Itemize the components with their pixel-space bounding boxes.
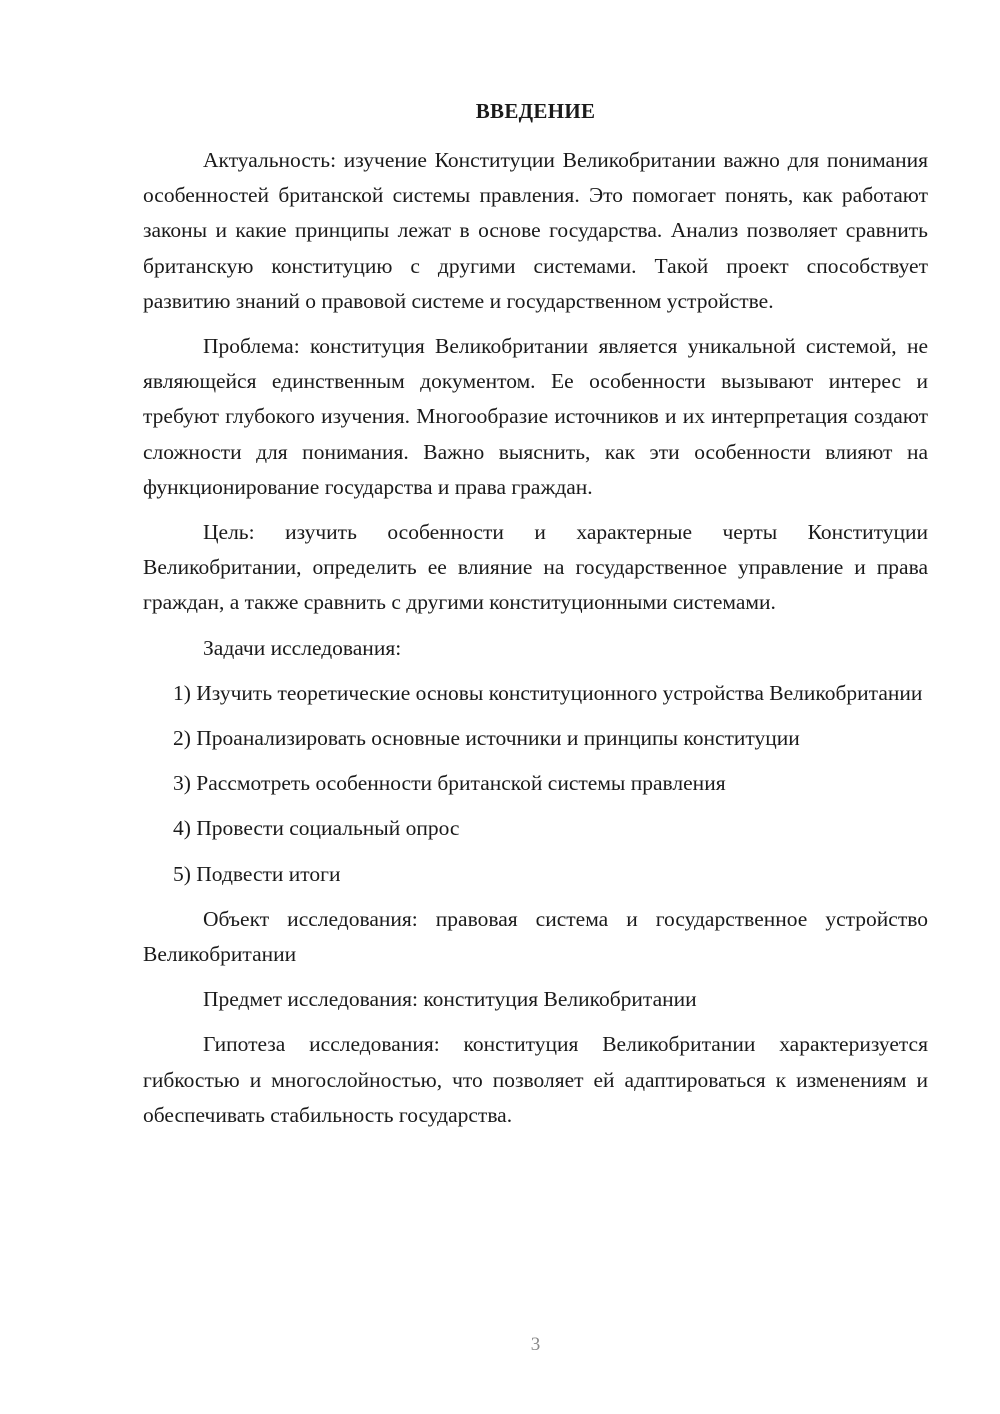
page-number: 3 [530, 1334, 541, 1355]
task-item: 2) Проанализировать основные источники и принципы конституции [173, 726, 800, 751]
task-item: 3) Рассмотреть особенности британской системы правления [173, 771, 726, 796]
document-body [143, 143, 928, 1143]
paragraph-goal: Цель: изучить особенности и характерные черты Конституции Великобритании, определить ее влияние на государственное управление и права граждан, а также сравнить с другими конституционными системами. [143, 520, 928, 615]
paragraph-subject: Предмет исследования: конституция Великобритании [203, 987, 697, 1012]
section-title: ВВЕДЕНИЕ [475, 99, 596, 123]
task-item: 4) Провести социальный опрос [173, 816, 460, 841]
paragraph-relevance: Актуальность: изучение Конституции Великобритании важно для понимания особенностей британской системы правления. Это помогает понять, как работают законы и какие принципы лежат в основе государства. Анализ позволяет сравнить британскую конституцию с другими системами. Такой проект способствует развитию знаний о правовой системе и государственном устройстве. [143, 148, 928, 313]
paragraph-hypothesis: Гипотеза исследования: конституция Великобритании характеризуется гибкостью и многослойностью, что позволяет ей адаптироваться к изменениям и обеспечивать стабильность государства. [143, 1032, 928, 1127]
document-page [143, 0, 928, 1414]
tasks-heading: Задачи исследования: [203, 635, 402, 660]
task-item: 1) Изучить теоретические основы конституционного устройства Великобритании [173, 680, 923, 705]
paragraph-problem: Проблема: конституция Великобритании является уникальной системой, не являющейся единственным документом. Ее особенности вызывают интерес и требуют глубокого изучения. Многообразие источников и их интерпретация создают сложности для понимания. Важно выяснить, как эти особенности влияют на функционирование государства и права граждан. [143, 334, 928, 499]
task-item: 5) Подвести итоги [173, 861, 341, 886]
paragraph-object: Объект исследования: правовая система и государственное устройство Великобритании [143, 906, 928, 967]
